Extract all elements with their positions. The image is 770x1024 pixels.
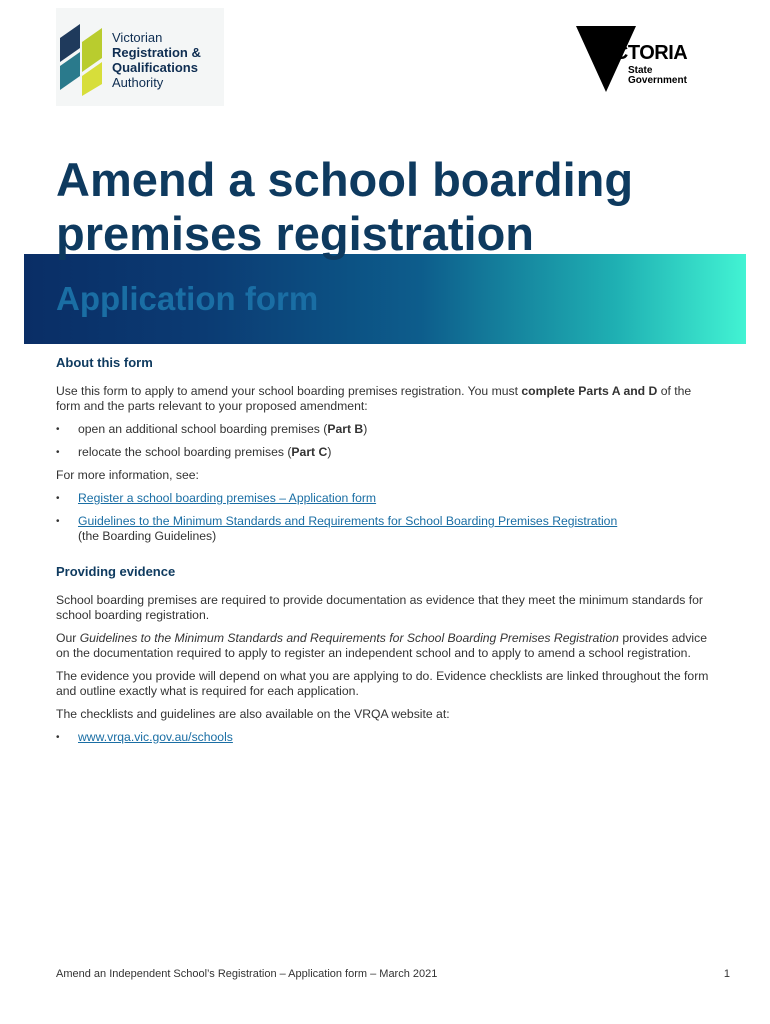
evidence-heading: Providing evidence (56, 564, 176, 579)
vrqa-website-link[interactable]: www.vrqa.vic.gov.au/schools (78, 730, 233, 744)
victoria-sub-2: Government (628, 75, 687, 86)
vrqa-line-4: Authority (112, 75, 164, 90)
title-banner (24, 254, 746, 344)
victoria-government-logo (576, 26, 706, 92)
vrqa-logo (56, 8, 224, 106)
evidence-paragraph-3: The evidence you provide will depend on what you are applying to do. Evidence checklists are linked throughout the form and outline exactly what is required for each application. (56, 669, 709, 698)
amendment-parts-list (56, 422, 716, 460)
evidence-paragraph-1: School boarding premises are required to provide documentation as evidence that they meet the minimum standards for school boarding registration. (56, 593, 703, 622)
victoria-sub-1: State (628, 65, 653, 76)
list-item (56, 730, 716, 745)
page-subtitle: Application form (56, 280, 319, 317)
boarding-guidelines-link[interactable]: Guidelines to the Minimum Standards and Requirements for School Boarding Premises Registration (78, 514, 618, 528)
vrqa-website-list (56, 730, 716, 745)
evidence-paragraph-2: Our Guidelines to the Minimum Standards and Requirements for School Boarding Premises Registration provides advice on the documentation required to apply to register an independent school and to apply to amend a school registration. (56, 631, 708, 660)
vrqa-line-1: Victorian (112, 30, 163, 45)
page-number: 1 (723, 968, 730, 980)
main-content (56, 355, 716, 753)
vrqa-line-2: Registration & (112, 45, 201, 60)
vrqa-line-3: Qualifications (112, 60, 198, 75)
list-item: • open an additional school boarding premises (Part B) (56, 422, 716, 437)
list-item (56, 491, 716, 506)
evidence-paragraph-4: The checklists and guidelines are also available on the VRQA website at: (56, 707, 450, 721)
page-footer (56, 968, 730, 980)
footer-text: Amend an Independent School’s Registration – Application form – March 2021 (56, 968, 438, 980)
boarding-guidelines-note: (the Boarding Guidelines) (78, 529, 217, 543)
page-title: Amend a school boarding premises registration (56, 153, 634, 260)
vrqa-mark-icon (58, 22, 104, 96)
more-info-links (56, 491, 716, 544)
about-intro: Use this form to apply to amend your school boarding premises registration. You must complete Parts A and D of the form and the parts relevant to your proposed amendment: (56, 384, 692, 413)
list-item (56, 514, 716, 544)
victoria-wordmark: VICTORIA (596, 42, 688, 64)
more-info-text: For more information, see: (56, 468, 199, 482)
about-heading: About this form (56, 355, 153, 370)
list-item: • relocate the school boarding premises (Part C) (56, 445, 716, 460)
register-boarding-link[interactable]: Register a school boarding premises – Application form (78, 491, 377, 505)
